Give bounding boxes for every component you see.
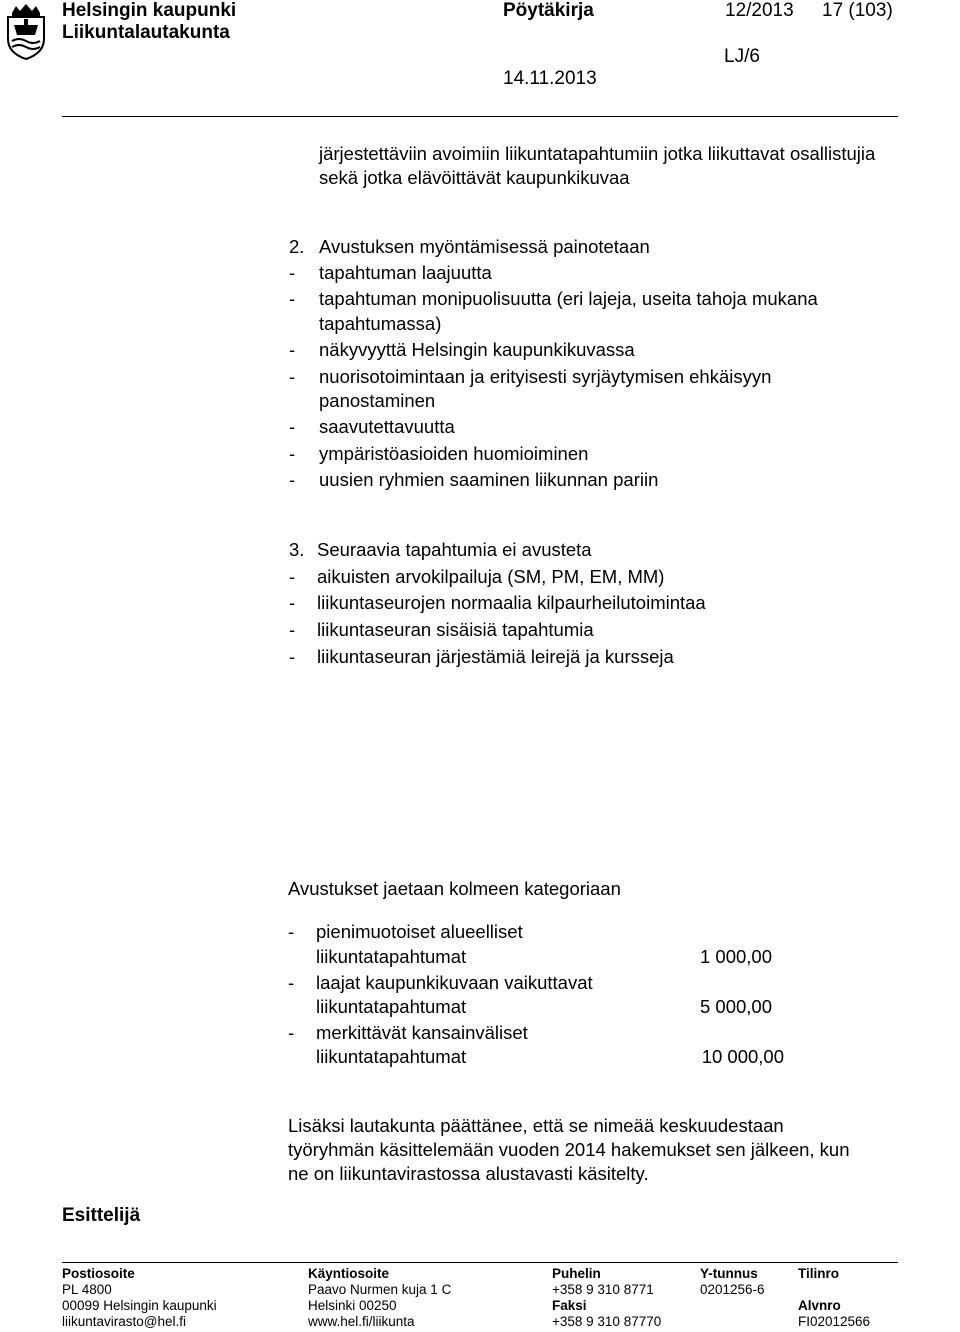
meeting-date: 14.11.2013 <box>503 68 597 89</box>
footer-vat-number: FI02012566 <box>798 1314 871 1329</box>
category-amount: 5 000,00 <box>699 996 772 1017</box>
list-item-continuation: panostaminen <box>319 390 436 411</box>
list-dash: - <box>289 592 296 613</box>
footer-postal-code: 00099 Helsingin kaupunki <box>62 1298 217 1313</box>
list-dash: - <box>289 339 296 360</box>
list-dash: - <box>289 469 296 490</box>
category-amount: 1 000,00 <box>699 946 772 967</box>
list-item: uusien ryhmien saaminen liikunnan pariin <box>319 469 659 490</box>
list-item: liikuntaseurojen normaalia kilpaurheilutoimintaa <box>317 592 706 613</box>
list-dash: - <box>289 646 296 667</box>
category-name: pienimuotoiset alueelliset <box>316 921 523 942</box>
list-dash: - <box>289 443 296 464</box>
document-type: Pöytäkirja <box>503 0 594 21</box>
list-dash: - <box>288 921 295 942</box>
list-dash: - <box>289 566 296 587</box>
category-name: merkittävät kansainväliset <box>316 1022 528 1043</box>
footer-email: liikuntavirasto@hel.fi <box>62 1314 187 1329</box>
list-item: tapahtuman monipuolisuutta (eri lajeja, useita tahoja mukana <box>319 288 818 309</box>
footer-website: www.hel.fi/liikunta <box>308 1314 415 1329</box>
category-name: laajat kaupunkikuvaan vaikuttavat <box>316 972 593 993</box>
closing-line: ne on liikuntavirastossa alustavasti käsitelty. <box>288 1163 649 1184</box>
list-dash: - <box>289 416 296 437</box>
closing-line: työryhmän käsittelemään vuoden 2014 hakemukset sen jälkeen, kun <box>288 1139 850 1160</box>
footer-visiting-street: Paavo Nurmen kuja 1 C <box>308 1282 452 1297</box>
list-dash: - <box>289 619 296 640</box>
category-name-continuation: liikuntatapahtumat <box>316 996 467 1017</box>
list-dash: - <box>288 972 295 993</box>
footer-fax: +358 9 310 87770 <box>552 1314 662 1329</box>
category-name-continuation: liikuntatapahtumat <box>316 946 467 967</box>
section-3-title: Seuraavia tapahtumia ei avusteta <box>317 539 592 560</box>
paragraph-line: sekä jotka elävöittävät kaupunkikuvaa <box>319 167 630 188</box>
footer-vat-heading: Alvnro <box>798 1298 841 1313</box>
list-item: ympäristöasioiden huomioiminen <box>319 443 589 464</box>
footer-postal-box: PL 4800 <box>62 1282 112 1297</box>
presenter-label: Esittelijä <box>62 1205 141 1226</box>
list-item: liikuntaseuran sisäisiä tapahtumia <box>317 619 594 640</box>
footer-phone: +358 9 310 8771 <box>552 1282 654 1297</box>
footer-business-id: 0201256-6 <box>700 1282 765 1297</box>
paragraph-line: järjestettäviin avoimiin liikuntatapahtumiin jotka liikuttavat osallistujia <box>319 143 876 164</box>
footer-fax-heading: Faksi <box>552 1298 587 1313</box>
footer-visiting-city: Helsinki 00250 <box>308 1298 397 1313</box>
list-item-continuation: tapahtumassa) <box>319 313 442 334</box>
categories-intro: Avustukset jaetaan kolmeen kategoriaan <box>288 878 621 899</box>
footer-account-heading: Tilinro <box>798 1266 840 1281</box>
page-number: 17 (103) <box>822 0 893 21</box>
list-item: liikuntaseuran järjestämiä leirejä ja kursseja <box>317 646 674 667</box>
list-dash: - <box>289 366 296 387</box>
footer-divider <box>62 1262 898 1263</box>
list-dash: - <box>289 288 296 309</box>
section-3-number: 3. <box>289 539 305 560</box>
header-divider <box>62 116 898 117</box>
section-2-number: 2. <box>289 236 305 257</box>
footer-phone-heading: Puhelin <box>552 1266 601 1281</box>
footer-postal-heading: Postiosoite <box>62 1266 135 1281</box>
org-name: Helsingin kaupunki <box>62 0 237 21</box>
helsinki-coat-of-arms-logo <box>4 3 48 61</box>
board-name: Liikuntalautakunta <box>62 22 230 43</box>
category-amount: 10 000,00 <box>701 1046 784 1067</box>
list-item: saavutettavuutta <box>319 416 455 437</box>
list-item: tapahtuman laajuutta <box>319 262 492 283</box>
closing-line: Lisäksi lautakunta päättänee, että se nimeää keskuudestaan <box>288 1115 784 1136</box>
list-item: aikuisten arvokilpailuja (SM, PM, EM, MM) <box>317 566 665 587</box>
document-number: 12/2013 <box>725 0 794 21</box>
section-2-title: Avustuksen myöntämisessä painotetaan <box>319 236 650 257</box>
section-code: LJ/6 <box>724 46 760 67</box>
list-dash: - <box>289 262 296 283</box>
list-dash: - <box>288 1022 295 1043</box>
footer-visiting-heading: Käyntiosoite <box>308 1266 390 1281</box>
category-name-continuation: liikuntatapahtumat <box>316 1046 467 1067</box>
list-item: näkyvyyttä Helsingin kaupunkikuvassa <box>319 339 635 360</box>
footer-business-id-heading: Y-tunnus <box>700 1266 758 1281</box>
list-item: nuorisotoimintaan ja erityisesti syrjäytymisen ehkäisyyn <box>319 366 772 387</box>
